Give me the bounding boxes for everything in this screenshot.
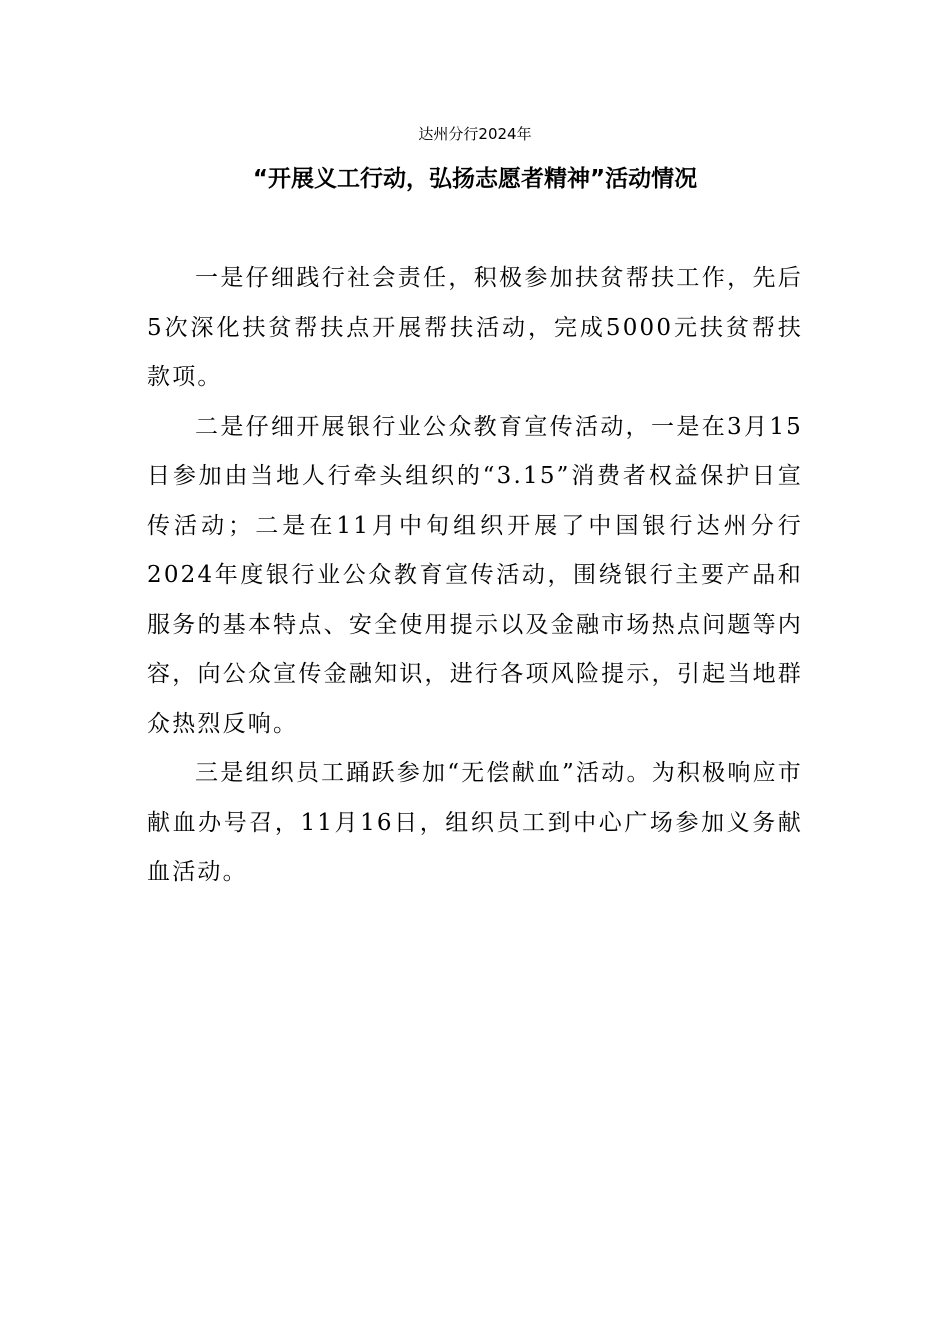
document-title: “开展义工行动，弘扬志愿者精神”活动情况 [252, 166, 698, 192]
paragraph-2: 二是仔细开展银行业公众教育宣传活动，一是在3月15日参加由当地人行牵头组织的“3.15”消费者权益保护日宣传活动；二是在11月中旬组织开展了中国银行达州分行2024年度银行业公众教育宣传活动，围绕银行主要产品和服务的基本特点、安全使用提示以及金融市场热点问题等内容，向公众宣传金融知识，进行各项风险提示，引起当地群众热烈反响。 [147, 413, 803, 737]
document-subtitle: 达州分行2024年 [418, 125, 532, 143]
paragraph-3: 三是组织员工踊跃参加“无偿献血”活动。为积极响应市献血办号召，11月16日，组织员工到中心广场参加义务献血活动。 [147, 760, 803, 885]
document-body [147, 254, 803, 898]
paragraph-1: 一是仔细践行社会责任，积极参加扶贫帮扶工作，先后5次深化扶贫帮扶点开展帮扶活动，完成5000元扶贫帮扶款项。 [147, 265, 803, 390]
